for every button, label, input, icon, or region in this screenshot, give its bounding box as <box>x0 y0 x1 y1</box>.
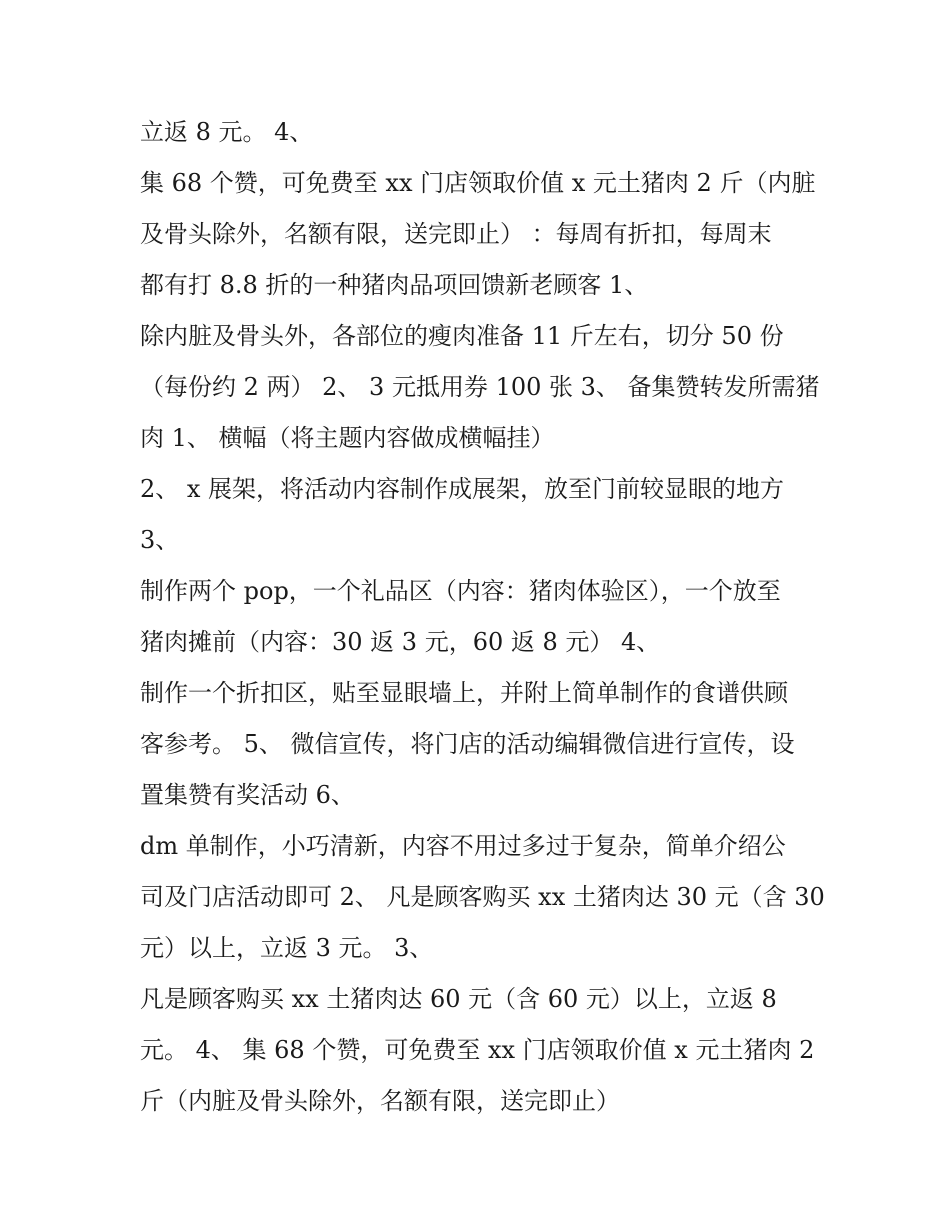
text-line: 客参考。 5、 微信宣传，将门店的活动编辑微信进行宣传，设 <box>140 730 795 758</box>
text-line: 斤（内脏及骨头除外，名额有限，送完即止） <box>140 1087 620 1115</box>
text-line: 制作两个 pop，一个礼品区（内容：猪肉体验区），一个放至 <box>140 577 781 605</box>
text-line: （每份约 2 两） 2、 3 元抵用券 100 张 3、 备集赞转发所需猪 <box>140 373 820 401</box>
text-line: 2、 x 展架，将活动内容制作成展架，放至门前较显眼的地方 <box>140 475 785 503</box>
text-line: 立返 8 元。 4、 <box>140 118 314 146</box>
text-line: dm 单制作，小巧清新，内容不用过多过于复杂，简单介绍公 <box>140 832 786 860</box>
text-line: 置集赞有奖活动 6、 <box>140 781 355 809</box>
text-line: 集 68 个赞，可免费至 xx 门店领取价值 x 元土猪肉 2 斤（内脏 <box>140 169 816 197</box>
text-line: 及骨头除外，名额有限，送完即止） ：每周有折扣，每周末 <box>140 220 772 248</box>
text-line: 司及门店活动即可 2、 凡是顾客购买 xx 土猪肉达 30 元（含 30 <box>140 883 825 911</box>
text-line: 凡是顾客购买 xx 土猪肉达 60 元（含 60 元）以上，立返 8 <box>140 985 777 1013</box>
text-line: 猪肉摊前（内容：30 返 3 元，60 返 8 元） 4、 <box>140 628 661 656</box>
text-line: 元。 4、 集 68 个赞，可免费至 xx 门店领取价值 x 元土猪肉 2 <box>140 1036 815 1064</box>
text-line: 制作一个折扣区，贴至显眼墙上，并附上简单制作的食谱供顾 <box>140 679 788 707</box>
text-line: 都有打 8.8 折的一种猪肉品项回馈新老顾客 1、 <box>140 271 649 299</box>
body-text <box>140 107 825 1127</box>
text-line: 元）以上，立返 3 元。 3、 <box>140 934 434 962</box>
text-line: 除内脏及骨头外，各部位的瘦肉准备 11 斤左右，切分 50 份 <box>140 322 784 350</box>
text-line: 3、 <box>140 526 180 554</box>
text-line: 肉 1、 横幅（将主题内容做成横幅挂） <box>140 424 555 452</box>
